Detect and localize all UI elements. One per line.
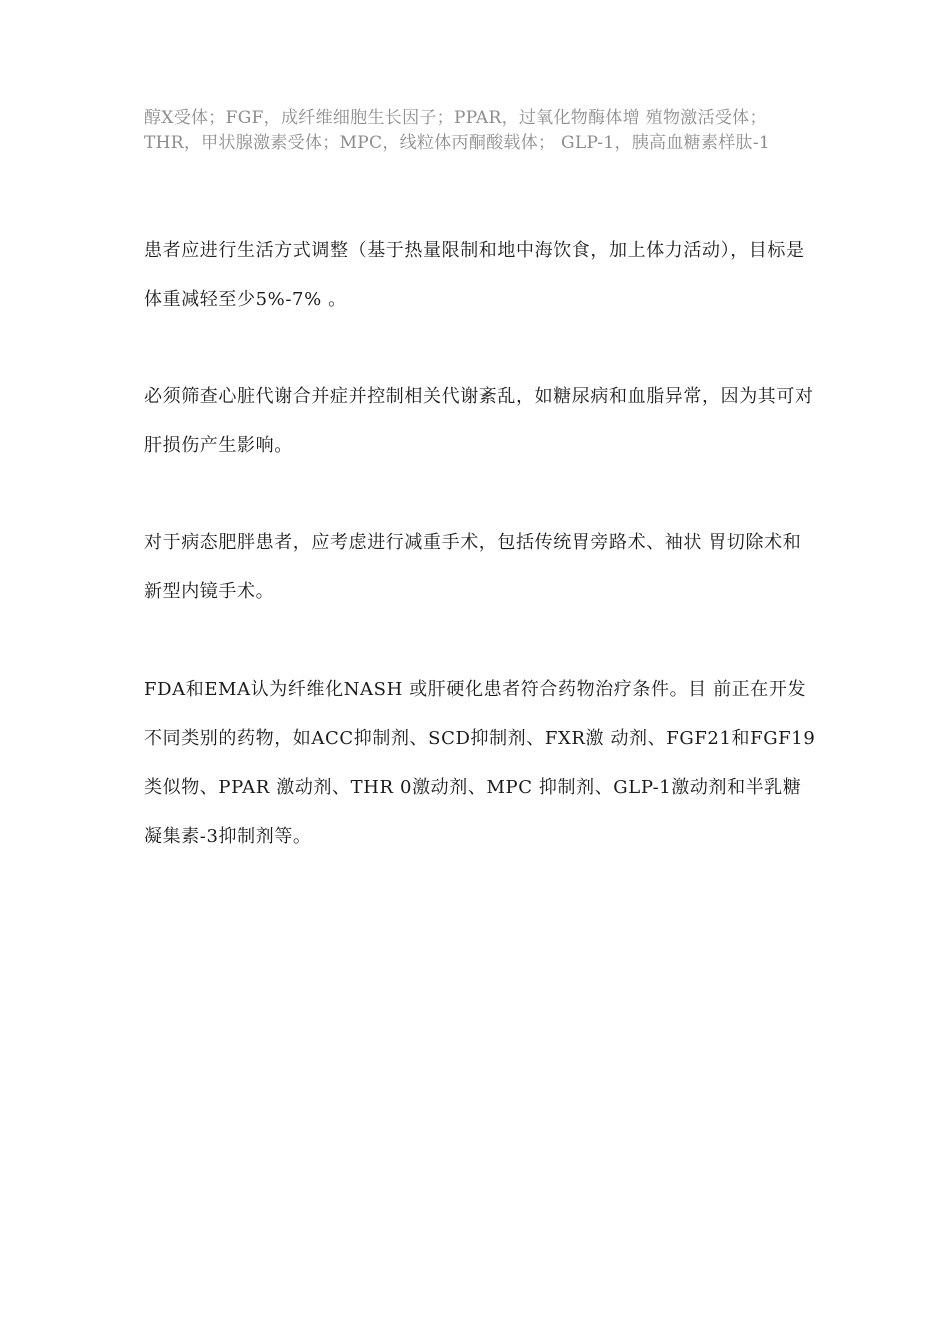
paragraph-bariatric-surgery: 对于病态肥胖患者，应考虑进行减重手术，包括传统胃旁路术、袖状 胃切除术和新型内镜手术。 xyxy=(144,532,802,602)
paragraph-cardiometabolic: 必须筛查心脏代谢合并症并控制相关代谢紊乱，如糖尿病和血脂异常，因为其可对肝损伤产生影响。 xyxy=(144,386,814,456)
paragraph-drug-therapy: FDA和EMA认为纤维化NASH 或肝硬化患者符合药物治疗条件。目 前正在开发不同类别的药物，如ACC抑制剂、SCD抑制剂、FXR激 动剂、FGF21和FGF19类似物、PPAR 激动剂、THR 0激动剂、MPC 抑制剂、GLP-1激动剂和半乳糖凝集素-3抑制剂等。 xyxy=(144,679,816,847)
abbreviation-footnote: 醇X受体；FGF，成纤维细胞生长因子；PPAR，过氧化物酶体增 殖物激活受体；THR，甲状腺激素受体；MPC，线粒体丙酮酸载体； GLP-1，胰高血糖素样肽-1 xyxy=(144,108,771,153)
paragraph-lifestyle: 患者应进行生活方式调整（基于热量限制和地中海饮食，加上体力活动），目标是体重减轻至少5%-7% 。 xyxy=(144,240,805,310)
